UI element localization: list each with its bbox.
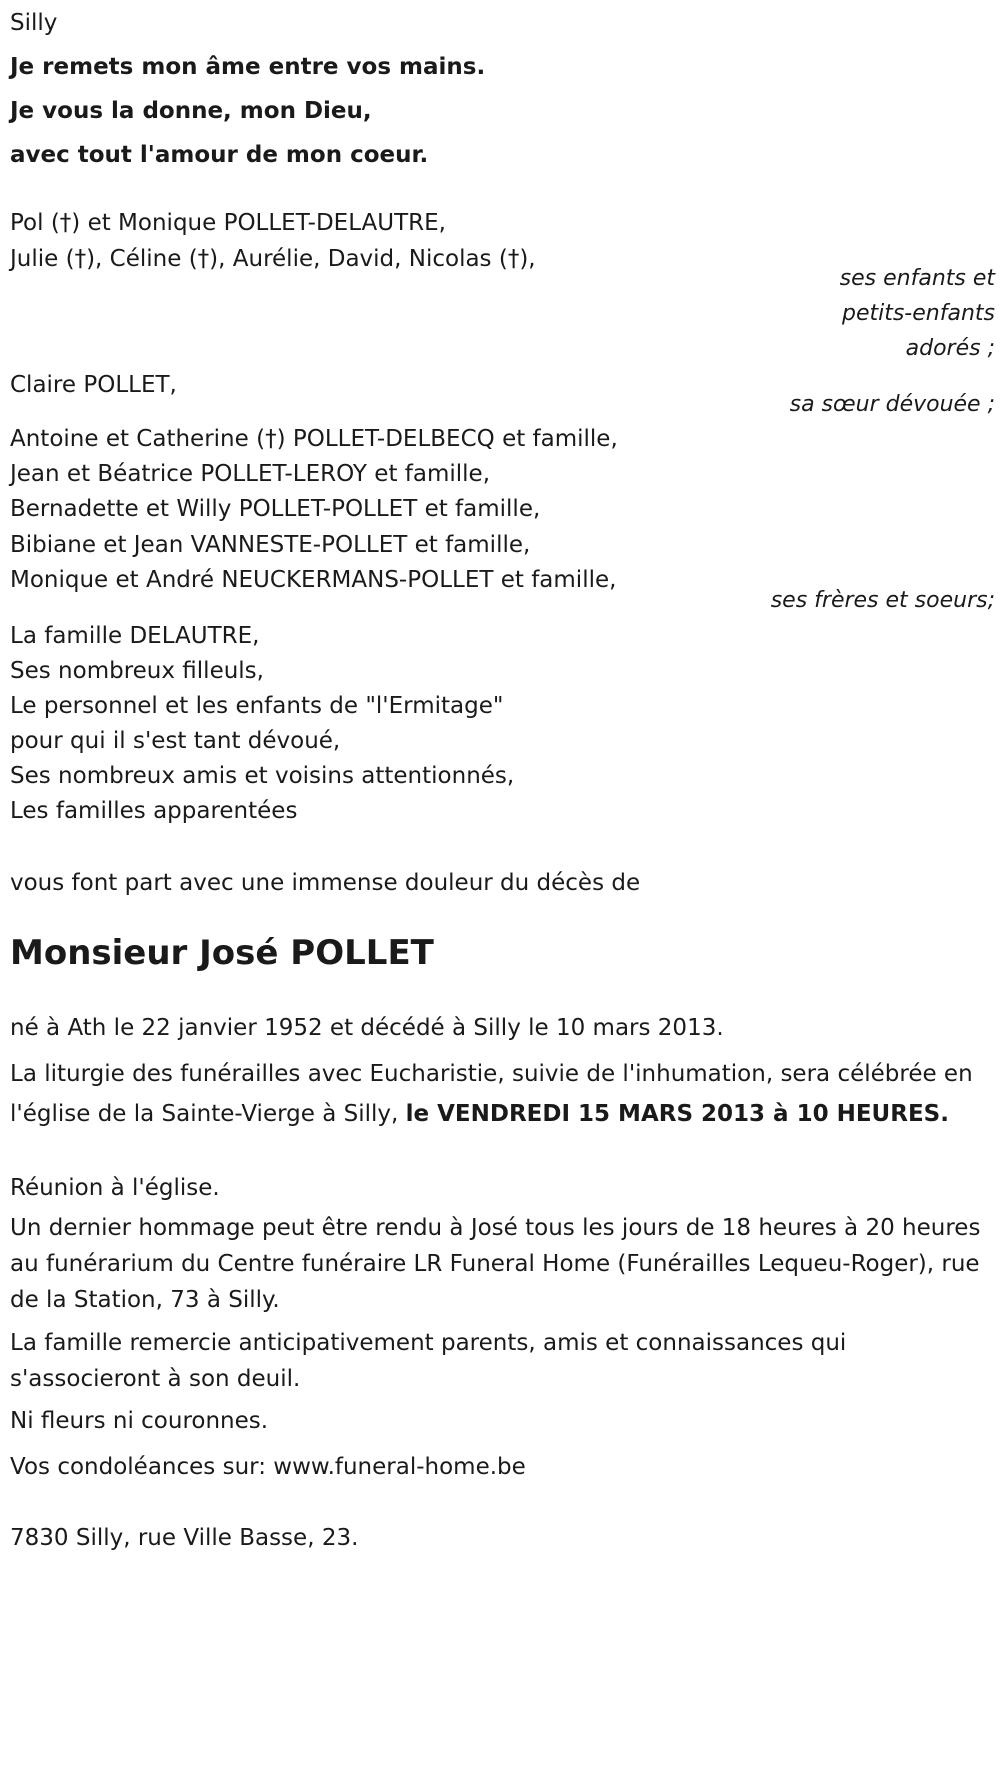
others-line-6: Les familles apparentées bbox=[10, 798, 298, 824]
siblings-line-4: Bibiane et Jean VANNESTE-POLLET et famille, bbox=[10, 532, 531, 558]
others-line-2: Ses nombreux filleuls, bbox=[10, 658, 264, 684]
liturgy-text: La liturgie des funérailles avec Eucharistie, suivie de l'inhumation, sera célébrée en l'église de la Sainte-Vierge à Silly, bbox=[10, 1061, 973, 1127]
birth-death: né à Ath le 22 janvier 1952 et décédé à Silly le 10 mars 2013. bbox=[10, 1015, 724, 1041]
children-line-1: Pol (†) et Monique POLLET-DELAUTRE, bbox=[10, 210, 446, 236]
prayer-line-1: Je remets mon âme entre vos mains. bbox=[10, 54, 486, 80]
flowers: Ni fleurs ni couronnes. bbox=[10, 1408, 269, 1434]
location: Silly bbox=[10, 10, 58, 36]
others-line-4: pour qui il s'est tant dévoué, bbox=[10, 728, 341, 754]
others-line-5: Ses nombreux amis et voisins attentionnés, bbox=[10, 763, 515, 789]
sister-relation: sa sœur dévouée ; bbox=[789, 392, 995, 417]
deceased-name: Monsieur José POLLET bbox=[10, 933, 434, 973]
condolences: Vos condoléances sur: www.funeral-home.be bbox=[10, 1454, 526, 1480]
siblings-line-1: Antoine et Catherine (†) POLLET-DELBECQ et famille, bbox=[10, 426, 618, 452]
meeting: Réunion à l'église. bbox=[10, 1175, 220, 1201]
siblings-line-5: Monique et André NEUCKERMANS-POLLET et famille, bbox=[10, 567, 617, 593]
siblings-line-2: Jean et Béatrice POLLET-LEROY et famille, bbox=[10, 461, 491, 487]
children-relation-3: adorés ; bbox=[905, 336, 995, 361]
address: 7830 Silly, rue Ville Basse, 23. bbox=[10, 1525, 359, 1551]
children-line-2: Julie (†), Céline (†), Aurélie, David, Nicolas (†), bbox=[10, 246, 536, 272]
prayer-line-3: avec tout l'amour de mon coeur. bbox=[10, 142, 429, 168]
children-relation-2: petits-enfants bbox=[841, 301, 995, 326]
sister-line: Claire POLLET, bbox=[10, 372, 177, 398]
children-relation-1: ses enfants et bbox=[839, 266, 995, 291]
liturgy-date: le VENDREDI 15 MARS 2013 à 10 HEURES. bbox=[405, 1101, 949, 1127]
liturgy-paragraph bbox=[10, 1054, 990, 1134]
prayer-line-2: Je vous la donne, mon Dieu, bbox=[10, 98, 372, 124]
thanks-paragraph: La famille remercie anticipativement parents, amis et connaissances qui s'associeront à son deuil. bbox=[10, 1330, 847, 1392]
announcement: vous font part avec une immense douleur du décès de bbox=[10, 870, 641, 896]
siblings-relation: ses frères et soeurs; bbox=[770, 588, 995, 613]
others-line-1: La famille DELAUTRE, bbox=[10, 623, 260, 649]
homage-paragraph: Un dernier hommage peut être rendu à José tous les jours de 18 heures à 20 heures au funérarium du Centre funéraire LR Funeral Home (Funérailles Lequeu-Roger), rue de la Station, 73 à Silly. bbox=[10, 1215, 981, 1313]
others-line-3: Le personnel et les enfants de "l'Ermitage" bbox=[10, 693, 504, 719]
siblings-line-3: Bernadette et Willy POLLET-POLLET et famille, bbox=[10, 496, 541, 522]
